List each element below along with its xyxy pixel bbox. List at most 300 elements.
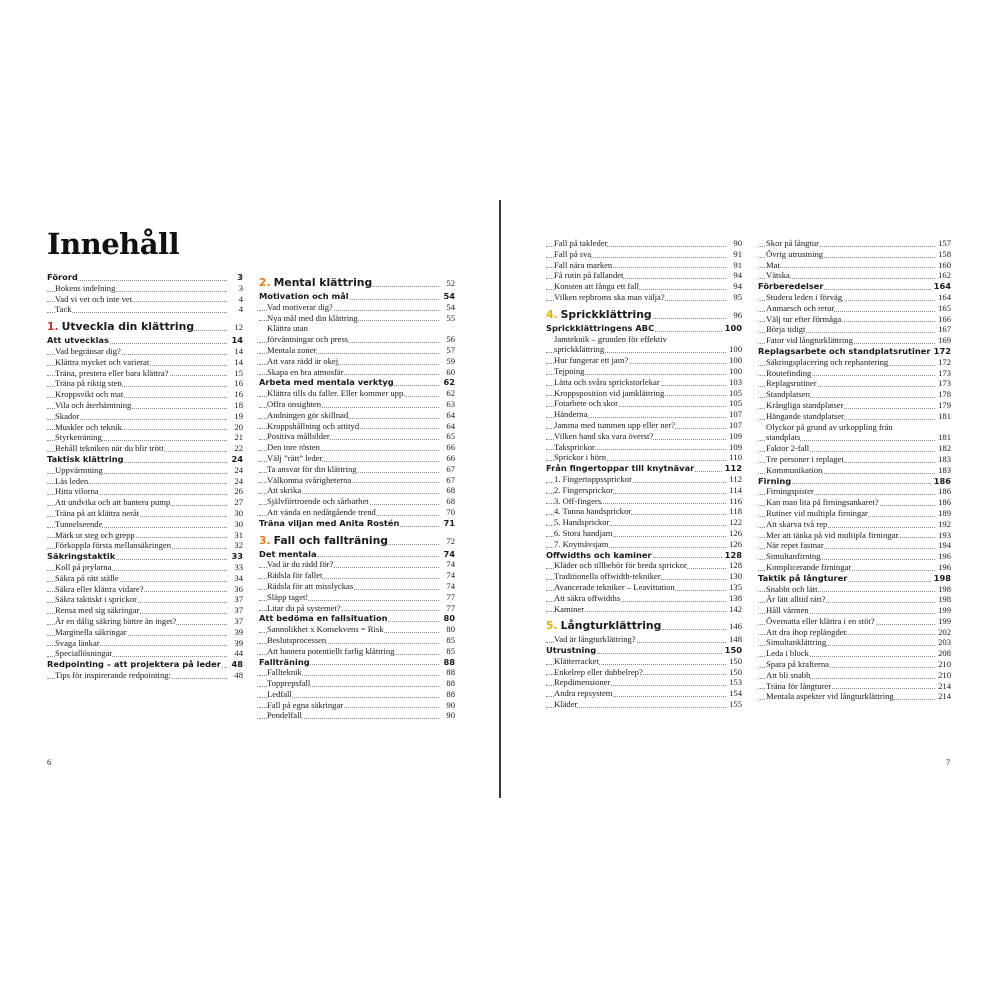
entry-title: Träna, prestera eller bara klättra? bbox=[55, 367, 169, 378]
toc-entry bbox=[758, 605, 951, 616]
page-ref: 179 bbox=[938, 399, 951, 410]
page-ref: 198 bbox=[938, 594, 951, 605]
page-ref: 172 bbox=[933, 345, 951, 356]
page-number-left: 6 bbox=[47, 757, 52, 767]
toc-entry bbox=[546, 571, 742, 582]
entry-title: Är lätt alltid rätt? bbox=[766, 594, 826, 605]
entry-title: Säkra på rätt ställe bbox=[55, 572, 119, 583]
section-entry bbox=[47, 659, 243, 670]
toc-entry bbox=[259, 485, 455, 496]
entry-title: Fall på takleder bbox=[554, 238, 608, 248]
toc-entry bbox=[259, 431, 455, 442]
page-ref: 107 bbox=[729, 419, 742, 430]
entry-title: Förkoppla första mellansäkringen bbox=[55, 540, 171, 551]
entry-title: Anmarsch och retur bbox=[766, 302, 835, 313]
chapter-title bbox=[546, 308, 652, 321]
toc-entry bbox=[758, 249, 951, 260]
toc-entry bbox=[546, 398, 742, 409]
entry-title: Välkomna svårigheterna bbox=[267, 474, 352, 485]
toc-entry bbox=[259, 603, 455, 614]
page-ref: 56 bbox=[446, 334, 455, 345]
entry-title: Självförtroende och sårbarhet bbox=[267, 496, 369, 507]
section-entry bbox=[47, 454, 243, 465]
entry-title: Redpointing – att projektera på leder bbox=[47, 659, 221, 670]
toc-entry bbox=[47, 486, 243, 497]
page-ref: 210 bbox=[938, 669, 951, 680]
entry-title: Säkringstaktik bbox=[47, 551, 116, 562]
toc-entry bbox=[758, 659, 951, 670]
toc-entry bbox=[259, 475, 455, 486]
toc-entry bbox=[259, 646, 455, 657]
toc-entry bbox=[47, 368, 243, 379]
entry-title: Topprepsfall bbox=[267, 678, 311, 689]
chapter-title bbox=[546, 619, 661, 632]
page-ref: 77 bbox=[446, 602, 455, 613]
entry-title: Fallträning bbox=[259, 656, 310, 667]
page-ref: 199 bbox=[938, 605, 951, 616]
toc-column-2 bbox=[259, 271, 455, 721]
entry-title: Firningspister bbox=[766, 486, 814, 497]
entry-title: Beslutsprocessen bbox=[267, 634, 327, 645]
page-ref: 150 bbox=[729, 666, 742, 677]
toc-entry bbox=[546, 366, 742, 377]
toc-entry bbox=[546, 506, 742, 517]
page-ref: 14 bbox=[234, 356, 243, 367]
entry-title: Kroppshållning och attityd bbox=[267, 420, 360, 431]
page-ref: 4 bbox=[238, 304, 243, 315]
page-ref: 153 bbox=[729, 677, 742, 688]
page-ref: 74 bbox=[443, 548, 455, 559]
entry-title: Rädsla för att misslyckas bbox=[267, 580, 354, 591]
entry-title: Standplatsen bbox=[766, 389, 810, 400]
page-ref: 48 bbox=[231, 659, 243, 670]
entry-title: Fotarbete och skor bbox=[554, 398, 618, 409]
entry-title: Koll på prylarna bbox=[55, 561, 112, 572]
page-ref: 85 bbox=[446, 634, 455, 645]
page-ref: 105 bbox=[729, 387, 742, 398]
section-entry bbox=[259, 291, 455, 302]
chapter-title-text: Fall och fallträning bbox=[273, 533, 389, 547]
entry-title: Uppvärmning bbox=[55, 464, 103, 475]
page-ref: 88 bbox=[446, 688, 455, 699]
entry-title: Klättra utan bbox=[267, 323, 308, 334]
page-number-right: 7 bbox=[946, 757, 951, 767]
entry-title: Andra repsystem bbox=[554, 688, 613, 699]
toc-entry bbox=[47, 422, 243, 433]
page-ref: 96 bbox=[733, 309, 742, 320]
toc-entry bbox=[259, 592, 455, 603]
page-ref: 34 bbox=[234, 572, 243, 583]
toc-entry bbox=[47, 400, 243, 411]
page-ref: 109 bbox=[729, 430, 742, 441]
entry-title: Taksprickor bbox=[554, 441, 595, 452]
chapter-number: 4. bbox=[546, 307, 558, 321]
toc-entry bbox=[259, 399, 455, 410]
toc-entry bbox=[758, 303, 951, 314]
page-ref: 80 bbox=[443, 613, 455, 624]
toc-entry bbox=[546, 442, 742, 453]
toc-entry bbox=[259, 464, 455, 475]
page-ref: 186 bbox=[938, 486, 951, 497]
toc-entry bbox=[546, 334, 742, 345]
page-ref: 72 bbox=[446, 535, 455, 546]
entry-title: Välj ”rätt” leder bbox=[267, 452, 323, 463]
entry-title: Studera leden i förväg bbox=[766, 291, 843, 302]
entry-title: Kläder bbox=[554, 699, 578, 710]
chapter-title-text: Sprickklättring bbox=[560, 307, 652, 321]
entry-title: 5. Handsprickor bbox=[554, 517, 610, 528]
entry-title: Rädsla för fallet bbox=[267, 570, 323, 581]
toc-entry bbox=[758, 681, 951, 692]
toc-entry bbox=[259, 302, 455, 313]
entry-title: Kläder och tillbehör för breda sprickor bbox=[554, 560, 687, 571]
page-ref: 199 bbox=[938, 615, 951, 626]
toc-entry bbox=[758, 454, 951, 465]
section-entry bbox=[47, 272, 243, 283]
entry-title: standplats bbox=[766, 432, 801, 443]
toc-column-3 bbox=[546, 238, 742, 710]
toc-entry bbox=[758, 335, 951, 346]
page-ref: 196 bbox=[938, 561, 951, 572]
page-ref: 64 bbox=[446, 420, 455, 431]
page-title: Innehåll bbox=[47, 227, 180, 261]
page-ref: 107 bbox=[729, 409, 742, 420]
page-ref: 74 bbox=[446, 580, 455, 591]
toc-entry bbox=[758, 616, 951, 627]
chapter-title bbox=[259, 276, 372, 289]
toc-entry bbox=[47, 432, 243, 443]
entry-title: Traditionella offwidth-tekniker bbox=[554, 571, 661, 582]
section-entry bbox=[259, 657, 455, 668]
section-entry bbox=[259, 518, 455, 529]
page-ref: 100 bbox=[729, 344, 742, 355]
page-ref: 128 bbox=[724, 549, 742, 560]
section-entry bbox=[546, 323, 742, 334]
page-ref: 24 bbox=[234, 475, 243, 486]
entry-title: Skapa en bra atmosfär bbox=[267, 366, 344, 377]
entry-title: Tunnelseende bbox=[55, 518, 103, 529]
page-ref: 128 bbox=[729, 560, 742, 571]
page-ref: 193 bbox=[938, 529, 951, 540]
page-ref: 150 bbox=[724, 645, 742, 656]
entry-title: Vad är långturklättring? bbox=[554, 634, 636, 645]
entry-title: Repdimensioner bbox=[554, 677, 611, 688]
toc-entry bbox=[259, 323, 455, 334]
page-ref: 66 bbox=[446, 442, 455, 453]
toc-entry bbox=[546, 677, 742, 688]
entry-title: Från fingertoppar till knytnävar bbox=[546, 463, 695, 474]
section-entry bbox=[758, 346, 951, 357]
toc-entry bbox=[259, 421, 455, 432]
toc-entry bbox=[47, 443, 243, 454]
chapter-heading bbox=[259, 276, 455, 290]
page-ref: 110 bbox=[729, 452, 742, 463]
chapter-heading bbox=[546, 619, 742, 633]
entry-title: Lätta och svåra sprickstorlekar bbox=[554, 376, 660, 387]
toc-entry bbox=[546, 420, 742, 431]
page-ref: 55 bbox=[446, 312, 455, 323]
toc-entry bbox=[259, 507, 455, 518]
entry-title: Släpp taget! bbox=[267, 591, 309, 602]
page-ref: 33 bbox=[231, 551, 243, 562]
entry-title: Faktor 2-fall bbox=[766, 443, 810, 454]
entry-title: Tips för inspirerande redpointing: bbox=[55, 669, 171, 680]
entry-title: Sprickor i hörn bbox=[554, 452, 607, 463]
entry-title: Rensa med sig säkringar bbox=[55, 605, 140, 616]
toc-entry bbox=[259, 442, 455, 453]
entry-title: Jamma med tummen upp eller ner? bbox=[554, 419, 675, 430]
toc-entry bbox=[259, 678, 455, 689]
toc-entry bbox=[546, 517, 742, 528]
toc-entry bbox=[47, 638, 243, 649]
entry-title: Motivation och mål bbox=[259, 291, 349, 301]
entry-title: Vad motiverar dig? bbox=[267, 301, 333, 312]
page-ref: 172 bbox=[938, 356, 951, 367]
entry-title: Andningen gör skillnad bbox=[267, 409, 349, 420]
toc-entry bbox=[47, 294, 243, 305]
chapter-heading bbox=[546, 308, 742, 322]
entry-title: Sprickklättringens ABC bbox=[546, 322, 655, 333]
entry-title: Träna på riktig sten bbox=[55, 378, 122, 389]
page-ref: 157 bbox=[938, 238, 951, 248]
page-ref: 165 bbox=[938, 302, 951, 313]
page-ref: 166 bbox=[938, 313, 951, 324]
entry-title: Krångliga standplatser bbox=[766, 399, 844, 410]
entry-title: Fallteknik bbox=[267, 667, 302, 678]
toc-entry bbox=[758, 486, 951, 497]
toc-column-1 bbox=[47, 272, 243, 681]
page-ref: 59 bbox=[446, 355, 455, 366]
toc-entry bbox=[758, 260, 951, 271]
entry-title: Speciallösningar bbox=[55, 648, 113, 659]
entry-title: Mentala zoner bbox=[267, 344, 317, 355]
entry-title: När repet fastnar bbox=[766, 540, 824, 551]
chapter-title-text: Mental klättring bbox=[273, 276, 373, 289]
entry-title: Vilken hand ska vara överst? bbox=[554, 430, 654, 441]
page-ref: 21 bbox=[234, 432, 243, 443]
toc-entry bbox=[259, 388, 455, 399]
toc-entry bbox=[758, 540, 951, 551]
page-ref: 196 bbox=[938, 551, 951, 562]
toc-entry bbox=[758, 670, 951, 681]
section-entry bbox=[546, 645, 742, 656]
entry-title: Jamteknik – grunden för effektiv bbox=[554, 333, 667, 344]
toc-entry bbox=[47, 465, 243, 476]
page-ref: 37 bbox=[234, 615, 243, 626]
section-entry bbox=[259, 377, 455, 388]
entry-title: 6. Stora handjam bbox=[554, 527, 613, 538]
page-ref: 54 bbox=[446, 301, 455, 312]
section-entry bbox=[758, 476, 951, 487]
page-ref: 126 bbox=[729, 527, 742, 538]
toc-entry bbox=[758, 389, 951, 400]
entry-title: Rutiner vid multipla firningar bbox=[766, 507, 868, 518]
toc-entry bbox=[758, 648, 951, 659]
page-ref: 19 bbox=[234, 410, 243, 421]
toc-entry bbox=[758, 368, 951, 379]
toc-entry bbox=[758, 497, 951, 508]
entry-title: Fall på sva bbox=[554, 248, 592, 259]
entry-title: Taktik på långturer bbox=[758, 572, 848, 583]
toc-entry bbox=[259, 367, 455, 378]
toc-entry bbox=[47, 519, 243, 530]
toc-entry bbox=[758, 422, 951, 433]
entry-title: Styrketräning bbox=[55, 432, 102, 443]
page-ref: 189 bbox=[938, 507, 951, 518]
entry-title: Simultanklättring bbox=[766, 637, 827, 648]
entry-title: Förberedelser bbox=[758, 281, 824, 292]
entry-title: Ledfall bbox=[267, 688, 292, 699]
entry-title: Träna viljan med Anita Rostén bbox=[259, 517, 400, 528]
entry-title: Spara på krafterna bbox=[766, 659, 829, 670]
toc-entry bbox=[47, 605, 243, 616]
page-ref: 31 bbox=[234, 529, 243, 540]
entry-title: Hitta vilorna bbox=[55, 486, 99, 497]
chapter-heading bbox=[259, 534, 455, 548]
toc-entry bbox=[259, 624, 455, 635]
entry-title: Förord bbox=[47, 272, 78, 282]
toc-entry bbox=[259, 581, 455, 592]
entry-title: Hängande standplatser bbox=[766, 410, 845, 421]
toc-entry bbox=[259, 345, 455, 356]
toc-entry bbox=[47, 411, 243, 422]
toc-column-4 bbox=[758, 238, 951, 702]
entry-title: Klättra mycket och varierat bbox=[55, 356, 150, 367]
entry-title: Fall på egna säkringar bbox=[267, 699, 344, 710]
entry-title: Marginella säkringar bbox=[55, 626, 127, 637]
entry-title: Att utvecklas bbox=[47, 335, 109, 346]
entry-title: Enkelrep eller dubbelrep? bbox=[554, 666, 643, 677]
toc-entry bbox=[758, 637, 951, 648]
page-ref: 150 bbox=[729, 655, 742, 666]
book-spine bbox=[499, 200, 501, 798]
toc-entry bbox=[546, 474, 742, 485]
toc-entry bbox=[47, 616, 243, 627]
page-ref: 122 bbox=[729, 517, 742, 528]
page-ref: 32 bbox=[234, 540, 243, 551]
page-ref: 154 bbox=[729, 688, 742, 699]
toc-entry bbox=[546, 260, 742, 271]
toc-entry bbox=[758, 594, 951, 605]
entry-title: Utrustning bbox=[546, 645, 597, 656]
toc-entry bbox=[47, 648, 243, 659]
toc-entry bbox=[758, 411, 951, 422]
chapter-number: 3. bbox=[259, 533, 271, 547]
toc-entry bbox=[546, 344, 742, 355]
entry-title: Börja tidigt bbox=[766, 324, 806, 335]
entry-title: Händerna bbox=[554, 409, 588, 420]
page-ref: 74 bbox=[446, 559, 455, 570]
page-ref: 202 bbox=[938, 626, 951, 637]
entry-title: Träna för långturer bbox=[766, 680, 832, 691]
toc-entry bbox=[758, 443, 951, 454]
toc-entry bbox=[546, 634, 742, 645]
page-ref: 194 bbox=[938, 540, 951, 551]
page-ref: 39 bbox=[234, 637, 243, 648]
chapter-title-text: Långturklättring bbox=[560, 619, 662, 633]
entry-title: Arbeta med mentala verktyg bbox=[259, 377, 394, 388]
page-ref: 90 bbox=[733, 238, 742, 248]
chapter-title bbox=[47, 320, 194, 333]
toc-entry bbox=[47, 562, 243, 573]
entry-title: Kroppsvikt och mat bbox=[55, 389, 124, 400]
toc-entry bbox=[546, 388, 742, 399]
page-ref: 186 bbox=[938, 497, 951, 508]
toc-entry bbox=[758, 432, 951, 443]
entry-title: Olyckor på grund av urkoppling från bbox=[766, 421, 893, 432]
page-ref: 30 bbox=[234, 507, 243, 518]
toc-entry bbox=[758, 465, 951, 476]
section-entry bbox=[259, 613, 455, 624]
toc-entry bbox=[259, 496, 455, 507]
page-ref: 112 bbox=[729, 473, 742, 484]
section-entry bbox=[546, 463, 742, 474]
page-ref: 37 bbox=[234, 605, 243, 616]
entry-title: Komplicerande firningar bbox=[766, 561, 852, 572]
entry-title: Litar du på systemet? bbox=[267, 602, 341, 613]
page-ref: 4 bbox=[238, 293, 243, 304]
entry-title: Att vända en nedåtgående trend bbox=[267, 506, 376, 517]
entry-title: Att bli snabb bbox=[766, 669, 811, 680]
entry-title: sprickklättring bbox=[554, 344, 605, 355]
page-ref: 90 bbox=[446, 699, 455, 710]
toc-entry bbox=[546, 431, 742, 442]
page-ref: 155 bbox=[729, 699, 742, 710]
toc-entry bbox=[47, 497, 243, 508]
entry-title: Behåll tekniken när du blir trött bbox=[55, 443, 164, 454]
entry-title: Svaga länkar bbox=[55, 637, 100, 648]
page-ref: 66 bbox=[446, 452, 455, 463]
entry-title: 7. Knytnävsjam bbox=[554, 538, 609, 549]
toc-entry bbox=[259, 313, 455, 324]
entry-title: 3. Off-fingers bbox=[554, 495, 602, 506]
toc-entry bbox=[259, 453, 455, 464]
entry-title: Att undvika och att hantera pump bbox=[55, 497, 171, 508]
toc-entry bbox=[758, 314, 951, 325]
page-ref: 88 bbox=[446, 667, 455, 678]
page-ref: 16 bbox=[234, 378, 243, 389]
toc-entry bbox=[546, 656, 742, 667]
chapter-title-text: Utveckla din klättring bbox=[61, 320, 195, 334]
entry-title: Att hantera potentiellt farlig klättring bbox=[267, 645, 395, 656]
dot-leader bbox=[758, 267, 935, 268]
page-ref: 208 bbox=[938, 648, 951, 659]
dot-leader bbox=[47, 312, 227, 313]
page-ref: 70 bbox=[446, 506, 455, 517]
page-ref: 67 bbox=[446, 463, 455, 474]
page-ref: 118 bbox=[729, 506, 742, 517]
page-ref: 181 bbox=[938, 410, 951, 421]
chapter-number: 1. bbox=[47, 320, 59, 334]
entry-title: Offwidths och kaminer bbox=[546, 549, 652, 560]
entry-title: Mentala aspekter vid långturklättring bbox=[766, 691, 894, 702]
entry-title: Håll värmen bbox=[766, 605, 809, 616]
page-ref: 164 bbox=[933, 281, 951, 292]
toc-entry bbox=[47, 594, 243, 605]
page-ref: 103 bbox=[729, 376, 742, 387]
entry-title: Att bedöma en fallsituation bbox=[259, 613, 388, 624]
entry-title: Vad begränsar dig? bbox=[55, 345, 121, 356]
toc-entry bbox=[546, 377, 742, 388]
entry-title: Den inre rösten bbox=[267, 442, 320, 453]
entry-title: Firning bbox=[758, 475, 792, 486]
page-ref: 100 bbox=[729, 355, 742, 366]
toc-entry bbox=[546, 593, 742, 604]
toc-entry bbox=[546, 528, 742, 539]
toc-entry bbox=[546, 249, 742, 260]
toc-entry bbox=[47, 627, 243, 638]
page-ref: 71 bbox=[443, 517, 455, 528]
